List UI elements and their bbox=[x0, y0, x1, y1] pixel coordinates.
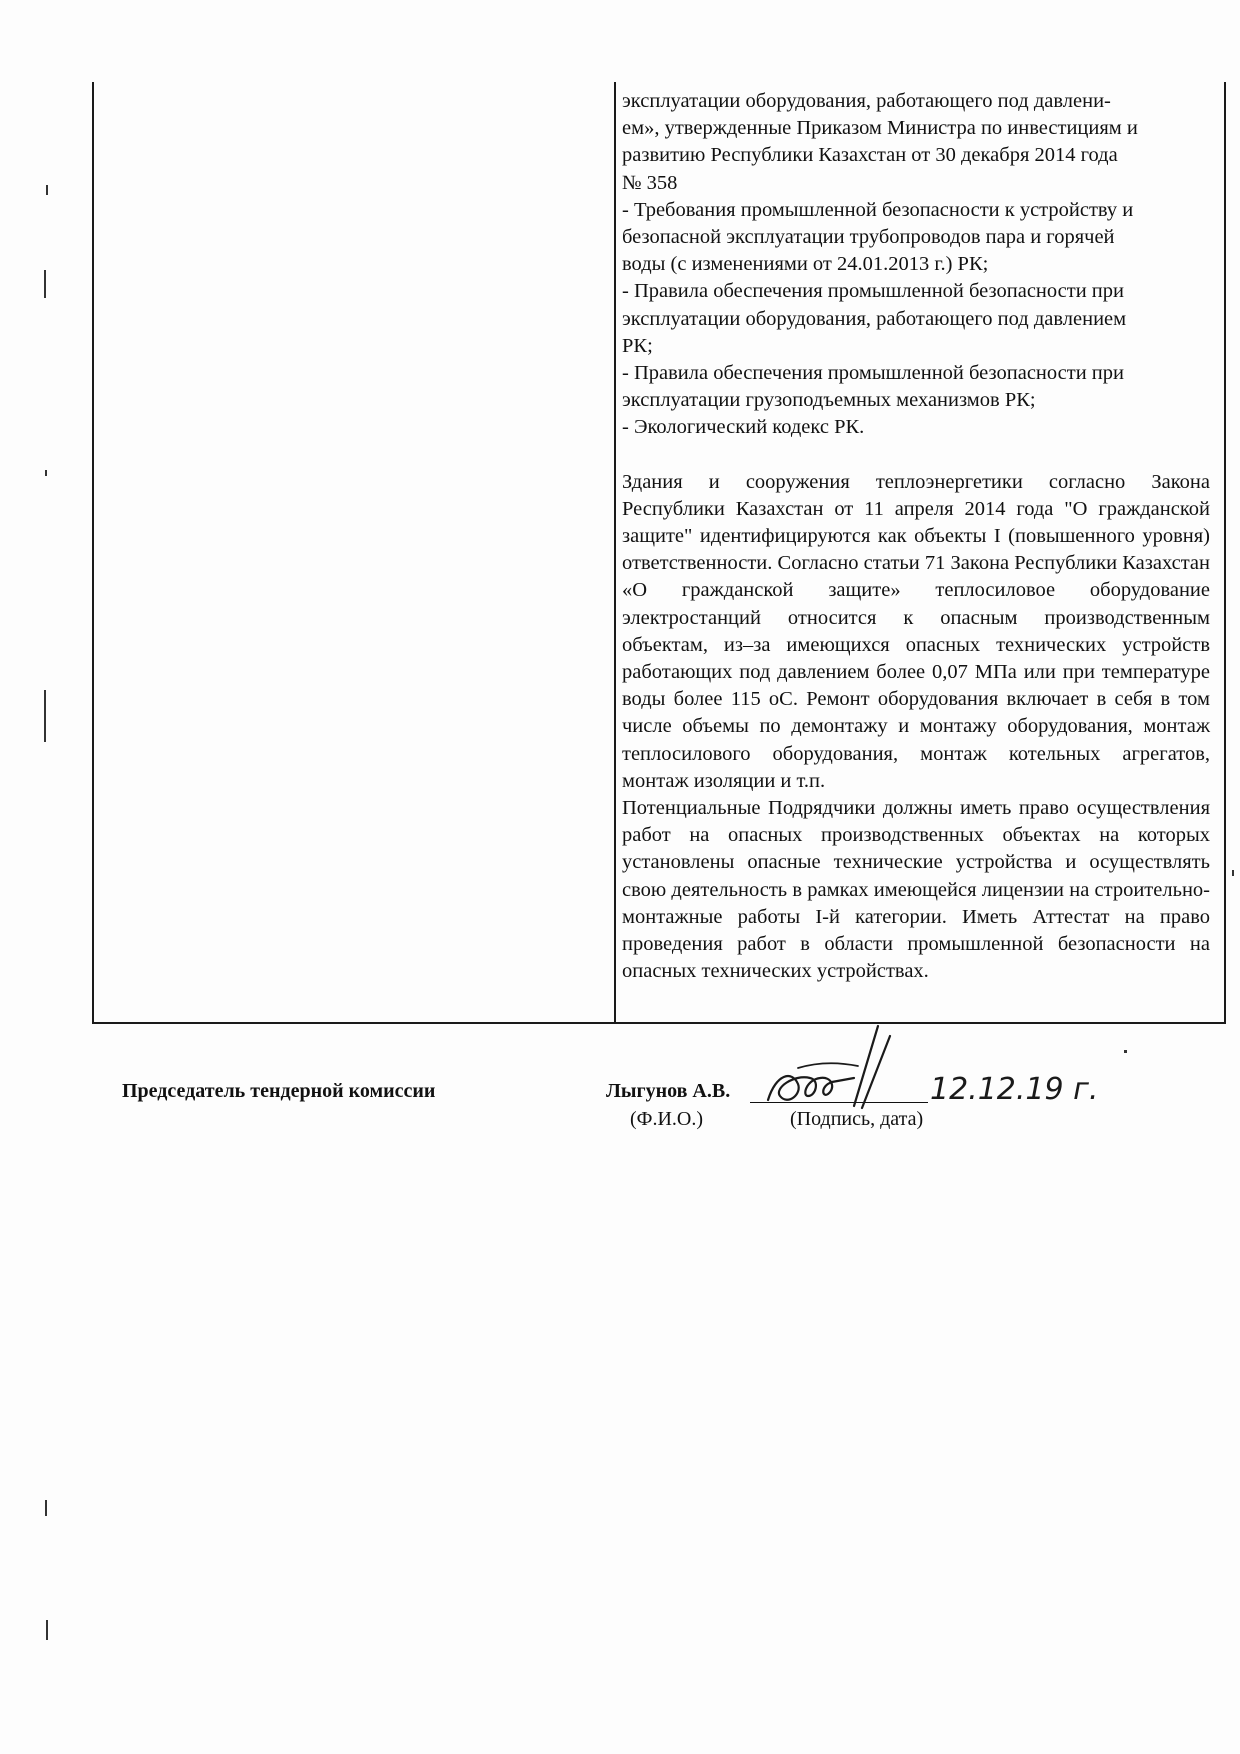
table-left-column bbox=[94, 82, 616, 1022]
scan-speck bbox=[44, 270, 46, 298]
text-line: - Экологический кодекс РК. bbox=[622, 416, 865, 439]
requirements-cell-text bbox=[622, 88, 1210, 986]
scan-speck bbox=[45, 470, 47, 476]
scan-speck bbox=[46, 1620, 48, 1640]
text-line: эксплуатации оборудования, работающего под давлением bbox=[622, 307, 1127, 330]
text-line: - Правила обеспечения промышленной безопасности при bbox=[622, 362, 1124, 385]
commission-chairman-label: Председатель тендерной комиссии bbox=[122, 1080, 436, 1102]
text-line: РК; bbox=[622, 334, 653, 357]
text-line: - Правила обеспечения промышленной безопасности при bbox=[622, 280, 1124, 303]
handwritten-date: 12.12.19 г. bbox=[930, 1072, 1099, 1107]
caption-signature-date: (Подпись, дата) bbox=[790, 1108, 924, 1130]
scan-speck bbox=[46, 185, 48, 195]
chairman-name: Лыгунов А.В. bbox=[606, 1080, 731, 1102]
text-line: № 358 bbox=[622, 171, 678, 194]
caption-fio: (Ф.И.О.) bbox=[630, 1108, 704, 1130]
scan-speck bbox=[1232, 870, 1234, 876]
signature-row bbox=[0, 1072, 1240, 1170]
text-line: воды (с изменениями от 24.01.2013 г.) РК; bbox=[622, 253, 989, 276]
paragraph-gap bbox=[622, 442, 1210, 469]
text-line: безопасной эксплуатации трубопроводов пара и горячей bbox=[622, 226, 1115, 249]
paragraph-contractor-requirements: Потенциальные Подрядчики должны иметь право осуществления работ на опасных производственных объектах на которых установлены опасные технические устройства и осуществлять свою деятельность в рамках имеющейся лицензии на строительно-монтажные работы I-й категории. Иметь Аттестат на право проведения работ в области промышленной безопасности на опасных технических устройствах. bbox=[622, 797, 1210, 983]
handwritten-signature bbox=[758, 1022, 948, 1122]
scan-speck bbox=[44, 690, 46, 742]
text-line: развитию Республики Казахстан от 30 декабря 2014 года bbox=[622, 144, 1118, 167]
text-line: ем», утвержденные Приказом Министра по инвестициям и bbox=[622, 117, 1138, 140]
text-line: эксплуатации грузоподъемных механизмов РК; bbox=[622, 389, 1036, 412]
scan-speck bbox=[1124, 1050, 1127, 1053]
text-line: - Требования промышленной безопасности к устройству и bbox=[622, 198, 1134, 221]
text-line: эксплуатации оборудования, работающего под давлени- bbox=[622, 90, 1111, 112]
scan-speck bbox=[45, 1500, 47, 1516]
paragraph-civil-protection: Здания и сооружения теплоэнергетики согласно Закона Республики Казахстан от 11 апреля 2014 года "О гражданской защите" идентифицируются как объекты I (повышенного уровня) ответственности. Согласно статьи 71 Закона Республики Казахстан «О гражданской защите» теплосиловое оборудование электростанций относится к опасным производственным объектам, из–за имеющихся опасных технических устройств работающих под давлением более 0,07 МПа или при температуре воды более 115 оС. Ремонт оборудования включает в себя в том числе объемы по демонтажу и монтажу оборудования, монтаж теплосилового оборудования, монтаж котельных агрегатов, монтаж изоляции и т.п. bbox=[622, 470, 1210, 792]
